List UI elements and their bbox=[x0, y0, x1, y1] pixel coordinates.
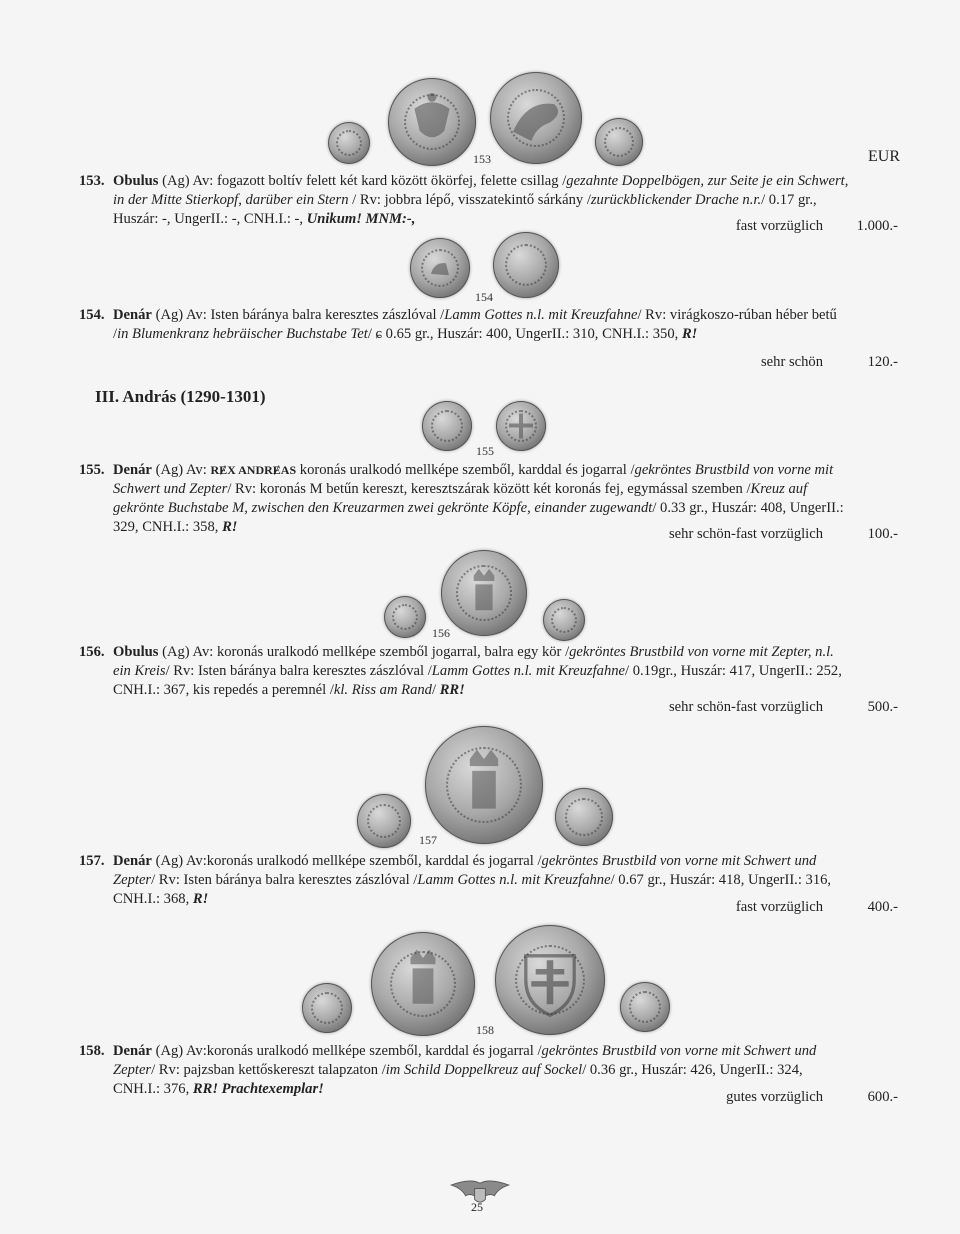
references: / bbox=[431, 682, 440, 698]
price-156: 500.- bbox=[867, 699, 898, 715]
references: / 0.19gr., Huszár: 417, UngerII.: 252, CNH.I.: 367, kis repedés a peremnél / bbox=[113, 663, 842, 698]
denomination: Denár bbox=[113, 462, 152, 478]
lot-entry-154 bbox=[79, 306, 849, 344]
crowned-bust-icon bbox=[441, 550, 527, 636]
coin-image-156-reverse bbox=[543, 599, 585, 641]
metal: (Ag) Av: bbox=[155, 1043, 207, 1059]
coin-image-153-reverse bbox=[490, 72, 582, 164]
coin-image-155-obverse bbox=[422, 401, 472, 451]
desc-de: Kreuz auf gekrönte Buchstabe M, zwischen den Kreuzarmen zwei gekrönte Köpfe, einander zugewandt bbox=[113, 481, 808, 516]
desc-de: gekröntes Brustbild von vorne mit Schwert und Zepter bbox=[113, 1043, 817, 1078]
lot-label-158: 158 bbox=[476, 1023, 494, 1037]
page-number: 25 bbox=[471, 1200, 483, 1214]
price-154: 120.- bbox=[867, 354, 898, 370]
rarity: R! bbox=[192, 891, 209, 907]
references: / 0.17 gr., Huszár: -, UngerII.: -, CNH.I.: -, bbox=[113, 192, 817, 227]
coin-image-158-obverse bbox=[371, 932, 475, 1036]
references: / 0.36 gr., Huszár: 426, UngerII.: 324, CNH.I.: 376, bbox=[113, 1062, 803, 1097]
coin-image-156-obverse bbox=[384, 596, 426, 638]
desc-de: in Blumenkranz hebräischer Buchstabe Tet bbox=[117, 326, 368, 342]
rarity: R! bbox=[681, 326, 698, 342]
rarity: RR! bbox=[439, 682, 465, 698]
lot-entry-156 bbox=[79, 643, 849, 700]
grade-153: fast vorzüglich bbox=[735, 218, 823, 234]
dragon-icon bbox=[490, 72, 582, 164]
rarity: RR! Prachtexemplar! bbox=[192, 1081, 324, 1097]
desc-de: gekröntes Brustbild von vorne mit Zepter, n.l. ein Kreis bbox=[113, 644, 834, 679]
desc-de: gekröntes Brustbild von vorne mit Schwert und Zepter bbox=[113, 462, 834, 497]
metal: (Ag) Av: bbox=[155, 462, 207, 478]
denomination: Denár bbox=[113, 1043, 152, 1059]
denomination: Obulus bbox=[113, 644, 159, 660]
desc-de: Lamm Gottes n.l. mit Kreuzfahne bbox=[444, 307, 638, 323]
coin-image-157-reverse bbox=[555, 788, 613, 846]
grade-156: sehr schön-fast vorzüglich bbox=[669, 699, 823, 715]
crowned-bust-icon bbox=[371, 932, 475, 1036]
desc-hu: koronás uralkodó mellképe szemből jogarral, balra egy kör / bbox=[213, 644, 570, 660]
coin-image-154-obverse bbox=[410, 238, 470, 298]
desc-hu: koronás uralkodó mellképe szemből, karddal és jogarral / bbox=[206, 1043, 542, 1059]
denomination: Denár bbox=[113, 307, 152, 323]
desc-de: im Schild Doppelkreuz auf Sockel bbox=[385, 1062, 583, 1078]
desc-hu: / Rv: pajzsban kettőskereszt talapzaton / bbox=[151, 1062, 386, 1078]
coin-image-157-main bbox=[425, 726, 543, 844]
denomination: Denár bbox=[113, 853, 152, 869]
desc-hu: fogazott boltív felett két kard között ökörfej, felette csillag / bbox=[213, 173, 567, 189]
desc-hu: / Rv: koronás M betűn kereszt, keresztszárak között két koronás fej, egymással szemben / bbox=[227, 481, 751, 497]
lot-number: 155. bbox=[79, 462, 105, 478]
desc-de: gekröntes Brustbild von vorne mit Schwert und Zepter bbox=[113, 853, 817, 888]
denomination: Obulus bbox=[113, 173, 159, 189]
lot-number: 156. bbox=[79, 644, 105, 660]
price-157: 400.- bbox=[867, 899, 898, 915]
desc-de: Lamm Gottes n.l. mit Kreuzfahne bbox=[431, 663, 626, 679]
desc-de: gezahnte Doppelbögen, zur Seite je ein Schwert, in der Mitte Stierkopf, darüber ein Stern bbox=[113, 173, 849, 208]
metal: (Ag) Av: bbox=[155, 307, 207, 323]
rarity: Unikum! MNM:-, bbox=[306, 211, 416, 227]
section-heading: III. András (1290-1301) bbox=[95, 387, 266, 406]
coin-image-153-small-reverse bbox=[595, 118, 643, 166]
lot-entry-157 bbox=[79, 852, 849, 909]
grade-157: fast vorzüglich bbox=[735, 899, 823, 915]
metal: (Ag) Av: bbox=[155, 853, 207, 869]
double-cross-shield-icon bbox=[495, 925, 605, 1035]
lot-label-156: 156 bbox=[432, 626, 450, 640]
coin-legend: RɆX ANDRɆAS bbox=[210, 463, 297, 477]
lamb-icon bbox=[410, 238, 470, 298]
coin-image-156-main bbox=[441, 550, 527, 636]
desc-hu: koronás uralkodó mellképe szemből, karddal és jogarral / bbox=[296, 462, 635, 478]
desc-de: Lamm Gottes n.l. mit Kreuzfahne bbox=[417, 872, 611, 888]
coin-image-154-reverse bbox=[493, 232, 559, 298]
desc-hu: koronás uralkodó mellképe szemből, karddal és jogarral / bbox=[206, 853, 542, 869]
coin-image-158-obverse-small bbox=[302, 983, 352, 1033]
coin-image-155-reverse bbox=[496, 401, 546, 451]
coin-image-153-small bbox=[328, 122, 370, 164]
metal: (Ag) Av: bbox=[162, 173, 214, 189]
coin-image-158-reverse-small bbox=[620, 982, 670, 1032]
references: / ɕ 0.65 gr., Huszár: 400, UngerII.: 310, CNH.I.: 350, bbox=[367, 326, 682, 342]
rarity: R! bbox=[222, 519, 238, 535]
lot-number: 154. bbox=[79, 307, 105, 323]
lot-label-157: 157 bbox=[419, 833, 437, 847]
desc-hu: / Rv: Isten báránya balra keresztes zászlóval / bbox=[151, 872, 418, 888]
cross-icon bbox=[496, 401, 546, 451]
grade-155: sehr schön-fast vorzüglich bbox=[669, 526, 823, 542]
metal: (Ag) Av: bbox=[162, 644, 214, 660]
lot-entry-153 bbox=[79, 172, 849, 229]
price-158: 600.- bbox=[867, 1089, 898, 1105]
price-155: 100.- bbox=[867, 526, 898, 542]
crowned-bust-icon bbox=[425, 726, 543, 844]
bull-head-icon bbox=[388, 78, 476, 166]
price-153: 1.000.- bbox=[856, 218, 898, 234]
currency-header: EUR bbox=[868, 148, 900, 165]
grade-158: gutes vorzüglich bbox=[726, 1089, 823, 1105]
desc-hu: / Rv: virágkoszo-rúban héber betű / bbox=[113, 307, 837, 342]
coin-image-157-obverse bbox=[357, 794, 411, 848]
lot-number: 157. bbox=[79, 853, 105, 869]
references: / 0.67 gr., Huszár: 418, UngerII.: 316, CNH.I.: 368, bbox=[113, 872, 832, 907]
desc-de: zurückblickender Drache n.r. bbox=[590, 192, 762, 208]
grade-154: sehr schön bbox=[760, 354, 823, 370]
lot-number: 153. bbox=[79, 173, 105, 189]
lot-label-153: 153 bbox=[473, 152, 491, 166]
desc-hu: / Rv: jobbra lépő, visszatekintő sárkány / bbox=[348, 192, 591, 208]
desc-hu: / Rv: Isten báránya balra keresztes zászlóval / bbox=[165, 663, 432, 679]
coin-image-158-reverse bbox=[495, 925, 605, 1035]
desc-hu: Isten báránya balra keresztes zászlóval / bbox=[206, 307, 445, 323]
lot-number: 158. bbox=[79, 1043, 105, 1059]
lot-label-155: 155 bbox=[476, 444, 494, 458]
lot-label-154: 154 bbox=[475, 290, 493, 304]
coin-image-153-obverse bbox=[388, 78, 476, 166]
references: / 0.33 gr., Huszár: 408, UngerII.: 329, CNH.I.: 358, bbox=[113, 500, 844, 535]
desc-de: kl. Riss am Rand bbox=[333, 682, 432, 698]
